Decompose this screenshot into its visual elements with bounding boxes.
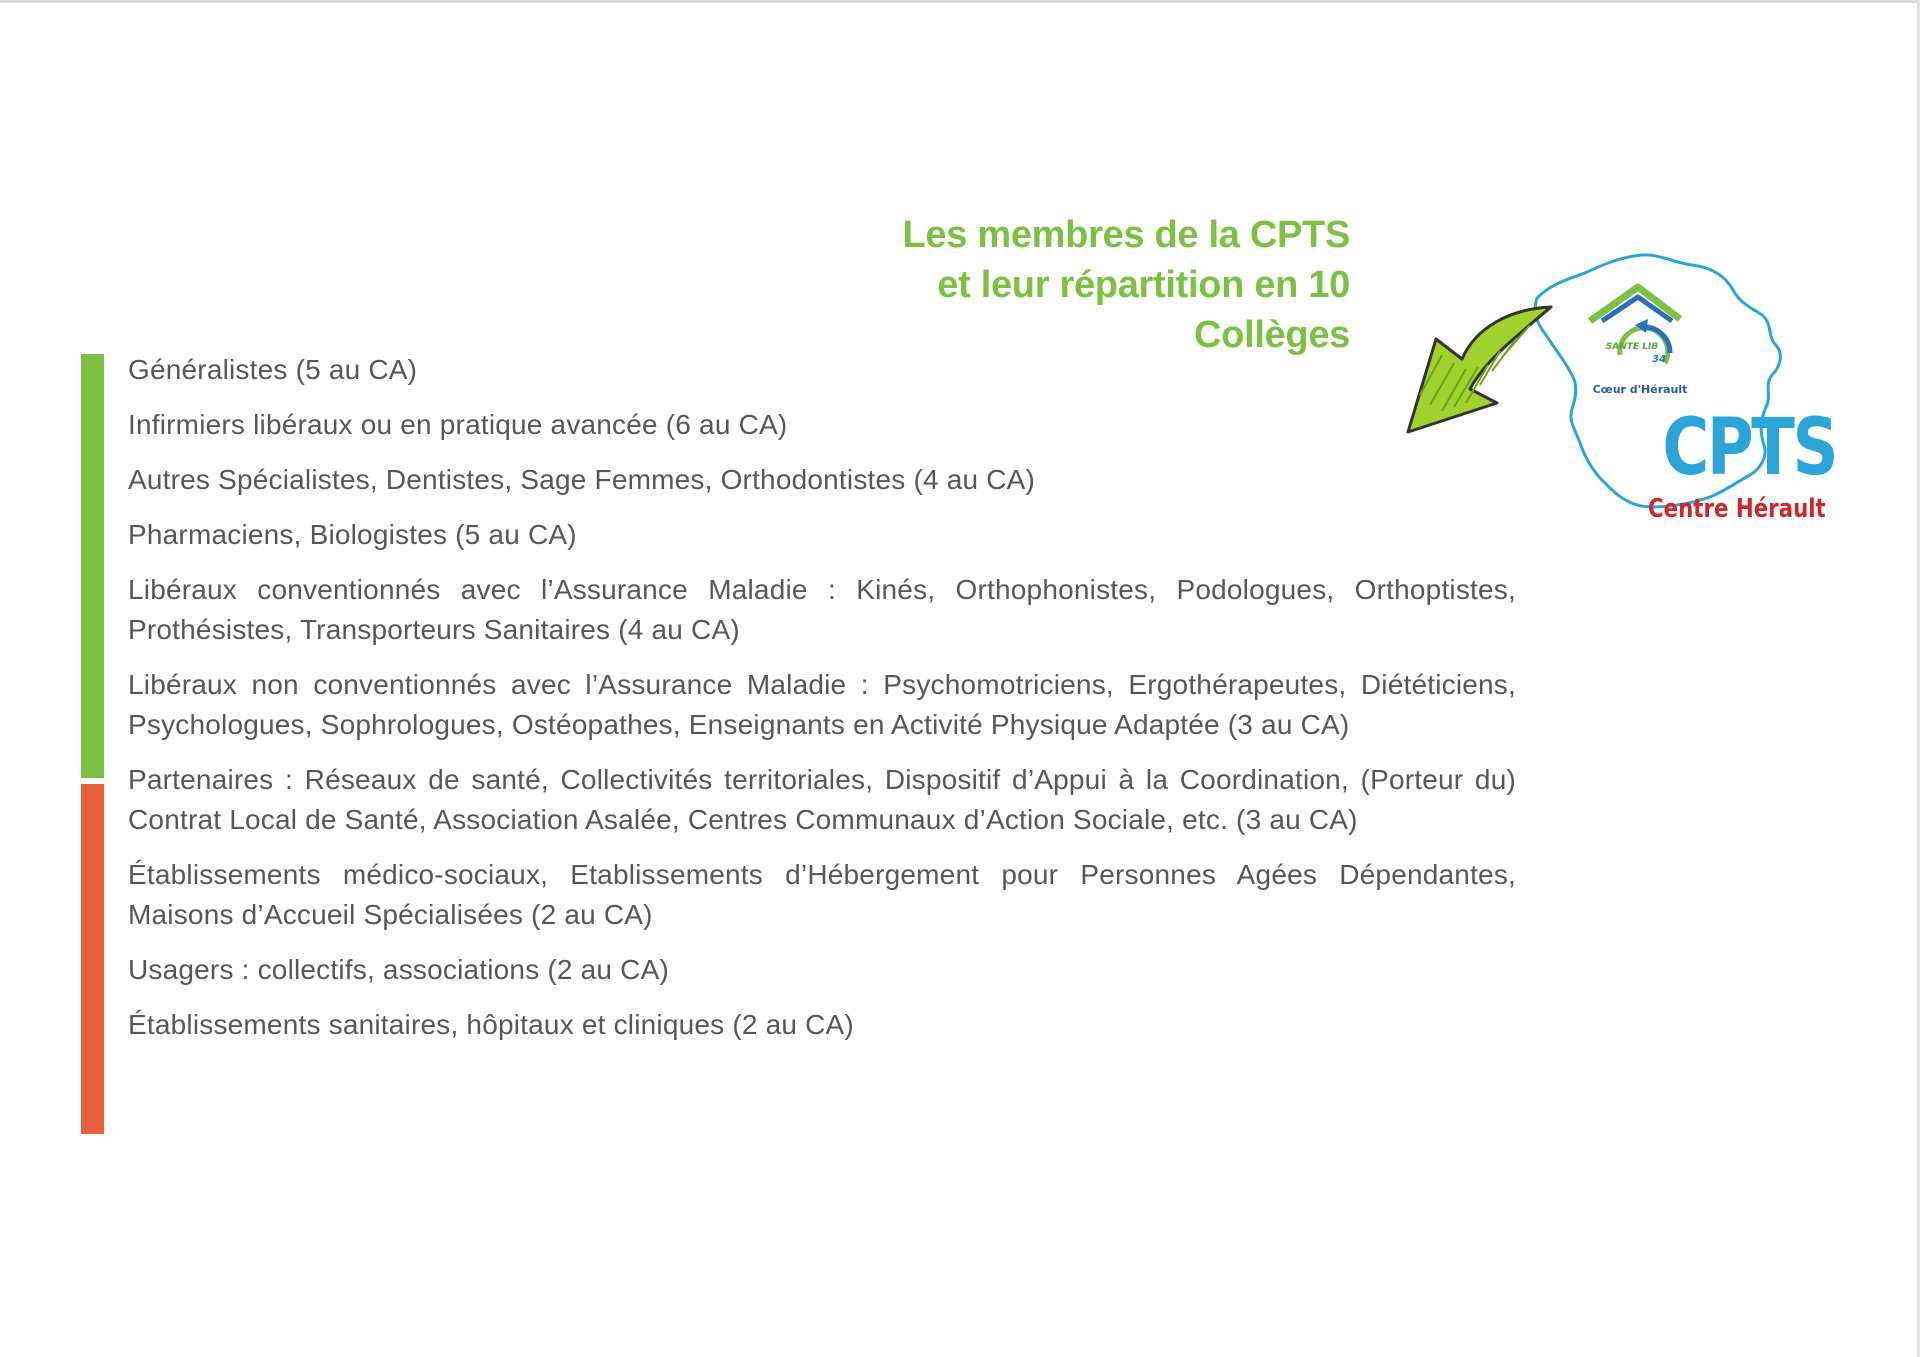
college-item: Infirmiers libéraux ou en pratique avancée (6 au CA) [128,409,788,440]
college-item: Usagers : collectifs, associations (2 au CA) [128,954,670,985]
coeur-herault-label: Cœur d'Hérault [1592,383,1688,396]
green-group-bar [81,354,104,778]
college-item: Libéraux non conventionnés avec l’Assurance Maladie : Psychomotriciens, Ergothérapeutes, Diététiciens, Psychologues, Sophrologues, Ostéopathes, Enseignants en Activité Physique Adaptée (3 au CA) [128,669,1516,740]
sante-lib-label: SANTE LIB [1605,342,1659,352]
college-item: Généralistes (5 au CA) [128,354,418,385]
college-item: Partenaires : Réseaux de santé, Collectivités territoriales, Dispositif d’Appui à la Coordination, (Porteur du) Contrat Local de Santé, Association Asalée, Centres Communaux d’Action Sociale, etc. (3 au CA) [128,764,1516,835]
title-line-3: Collèges [1194,314,1350,356]
scan-edge-top [0,0,1920,3]
colleges-list [128,350,1516,1060]
title-line-1: Les membres de la CPTS [902,214,1350,256]
college-item: Établissements sanitaires, hôpitaux et cliniques (2 au CA) [128,1009,854,1040]
orange-group-bar [81,784,104,1134]
page-title [650,210,1350,360]
arrow-icon [1408,307,1551,432]
cpts-logo-subtitle: Centre Hérault [1648,494,1826,524]
college-item: Établissements médico-sociaux, Etablissements d’Hébergement pour Personnes Agées Dépendantes, Maisons d’Accueil Spécialisées (2 au CA) [128,859,1516,930]
title-line-2: et leur répartition en 10 [937,264,1350,306]
college-item: Autres Spécialistes, Dentistes, Sage Femmes, Orthodontistes (4 au CA) [128,464,1036,495]
college-item: Pharmaciens, Biologistes (5 au CA) [128,519,577,550]
cpts-logo-text: CPTS [1662,403,1837,493]
sante-lib-number: 34 [1652,354,1666,365]
college-item: Libéraux conventionnés avec l’Assurance Maladie : Kinés, Orthophonistes, Podologues, Orthoptistes, Prothésistes, Transporteurs Sanitaires (4 au CA) [128,574,1516,645]
